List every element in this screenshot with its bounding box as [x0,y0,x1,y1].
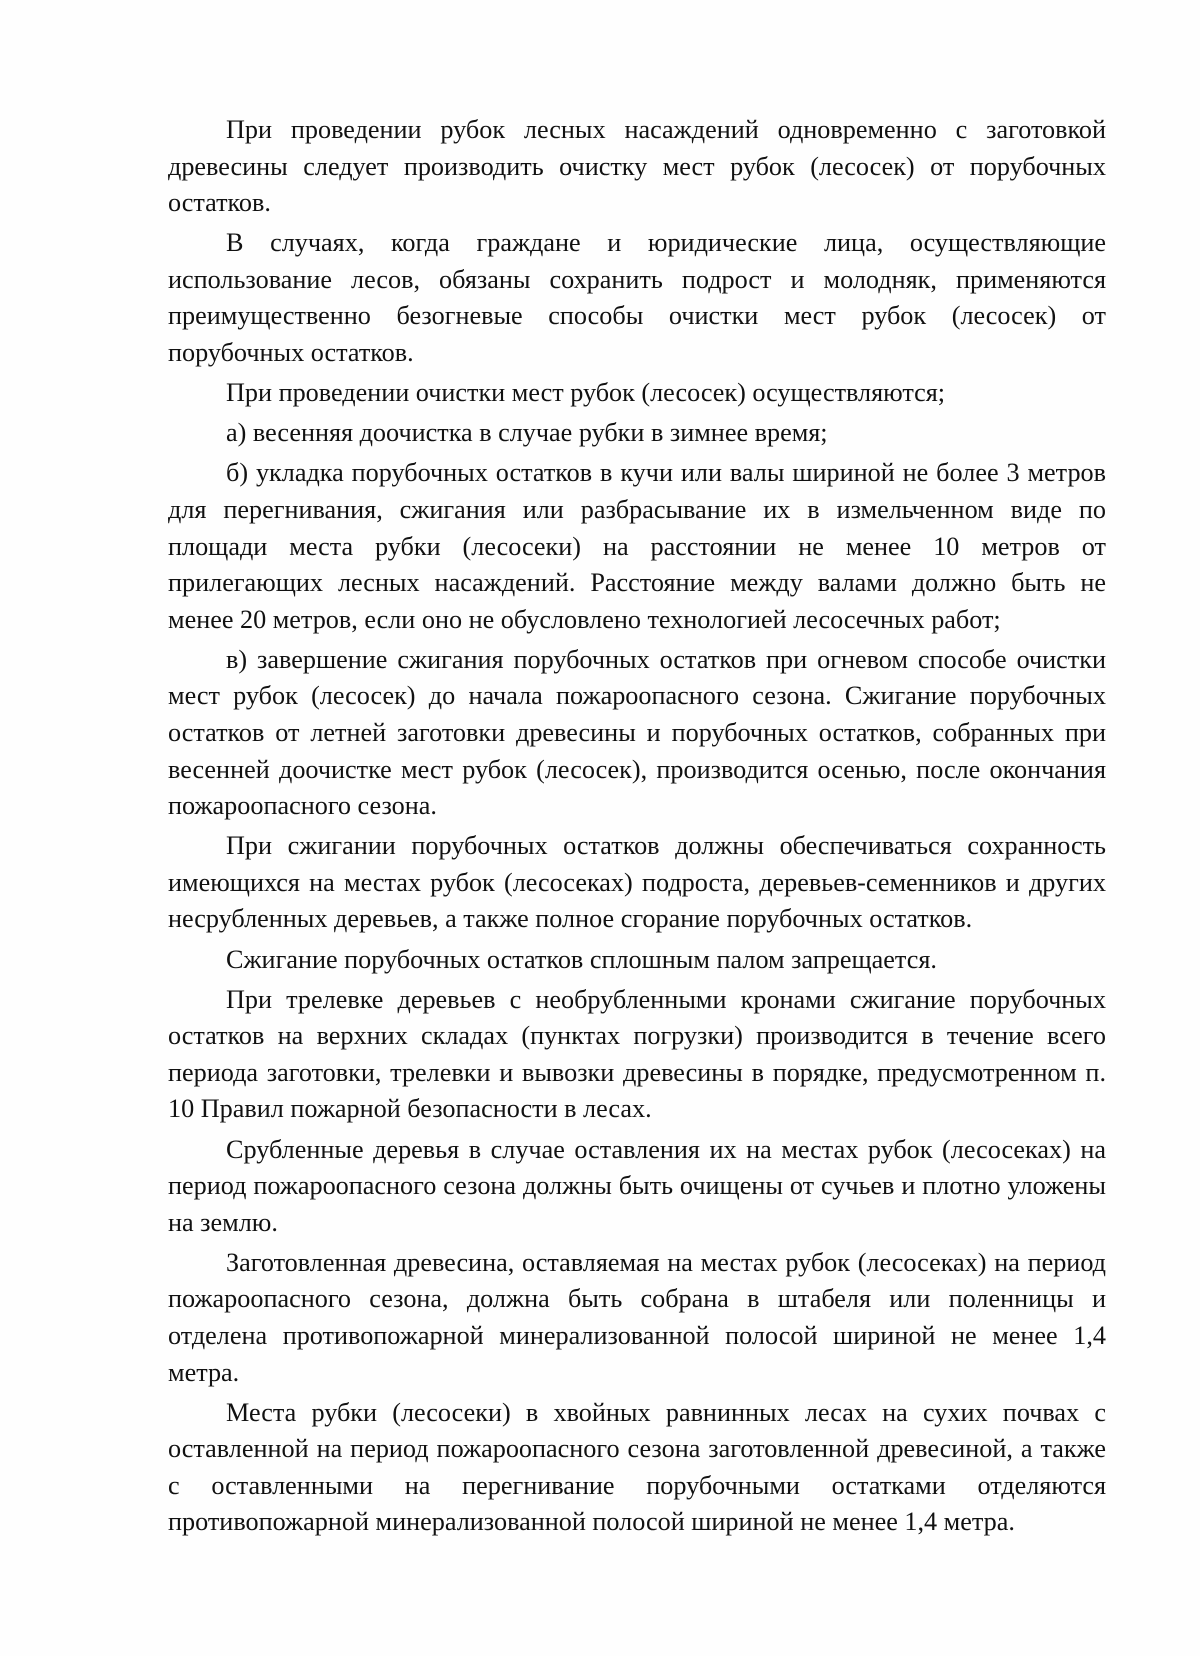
paragraph-10: Срубленные деревья в случае оставления их на местах рубок (лесосеках) на период пожароопасного сезона должны быть очищены от сучьев и плотно уложены на землю. [168,1134,1106,1237]
paragraph-7: При сжигании порубочных остатков должны обеспечиваться сохранность имеющихся на местах рубок (лесосеках) подроста, деревьев-семенников и других несрубленных деревьев, а также полное сгорание порубочных остатков. [168,831,1106,934]
paragraph-12: Места рубки (лесосеки) в хвойных равнинных лесах на сухих почвах с оставленной на период пожароопасного сезона заготовленной древесиной, а также с оставленными на перегнивание порубочными остатками отделяются противопожарной минерализованной полосой шириной не менее 1,4 метра. [168,1397,1106,1537]
paragraph-9: При трелевке деревьев с необрубленными кронами сжигание порубочных остатков на верхних складах (пунктах погрузки) производится в течение всего периода заготовки, трелевки и вывозки древесины в порядке, предусмотренном п. 10 Правил пожарной безопасности в лесах. [168,984,1106,1124]
document-body [168,112,1106,1545]
paragraph-6: в) завершение сжигания порубочных остатков при огневом способе очистки мест рубок (лесосек) до начала пожароопасного сезона. Сжигание порубочных остатков от летней заготовки древесины и порубочных остатков, собранных при весенней доочистке мест рубок (лесосек), производится осенью, после окончания пожароопасного сезона. [168,644,1106,821]
paragraph-2: В случаях, когда граждане и юридические лица, осуществляющие использование лесов, обязаны сохранить подрост и молодняк, применяются преимущественно безогневые способы очистки мест рубок (лесосек) от порубочных остатков. [168,228,1106,368]
paragraph-5: б) укладка порубочных остатков в кучи или валы шириной не более 3 метров для перегнивания, сжигания или разбрасывание их в измельченном виде по площади места рубки (лесосеки) на расстоянии не менее 10 метров от прилегающих лесных насаждений. Расстояние между валами должно быть не менее 20 метров, если оно не обусловлено технологией лесосечных работ; [168,458,1106,634]
paragraph-11: Заготовленная древесина, оставляемая на местах рубок (лесосеках) на период пожароопасного сезона, должна быть собрана в штабеля или поленницы и отделена противопожарной минерализованной полосой шириной не менее 1,4 метра. [168,1247,1106,1387]
paragraph-1: При проведении рубок лесных насаждений одновременно с заготовкой древесины следует производить очистку мест рубок (лесосек) от порубочных остатков. [168,115,1106,218]
paragraph-4: а) весенняя доочистка в случае рубки в зимнее время; [226,418,828,448]
paragraph-8: Сжигание порубочных остатков сплошным палом запрещается. [226,944,937,974]
paragraph-3: При проведении очистки мест рубок (лесосек) осуществляются; [226,378,946,408]
